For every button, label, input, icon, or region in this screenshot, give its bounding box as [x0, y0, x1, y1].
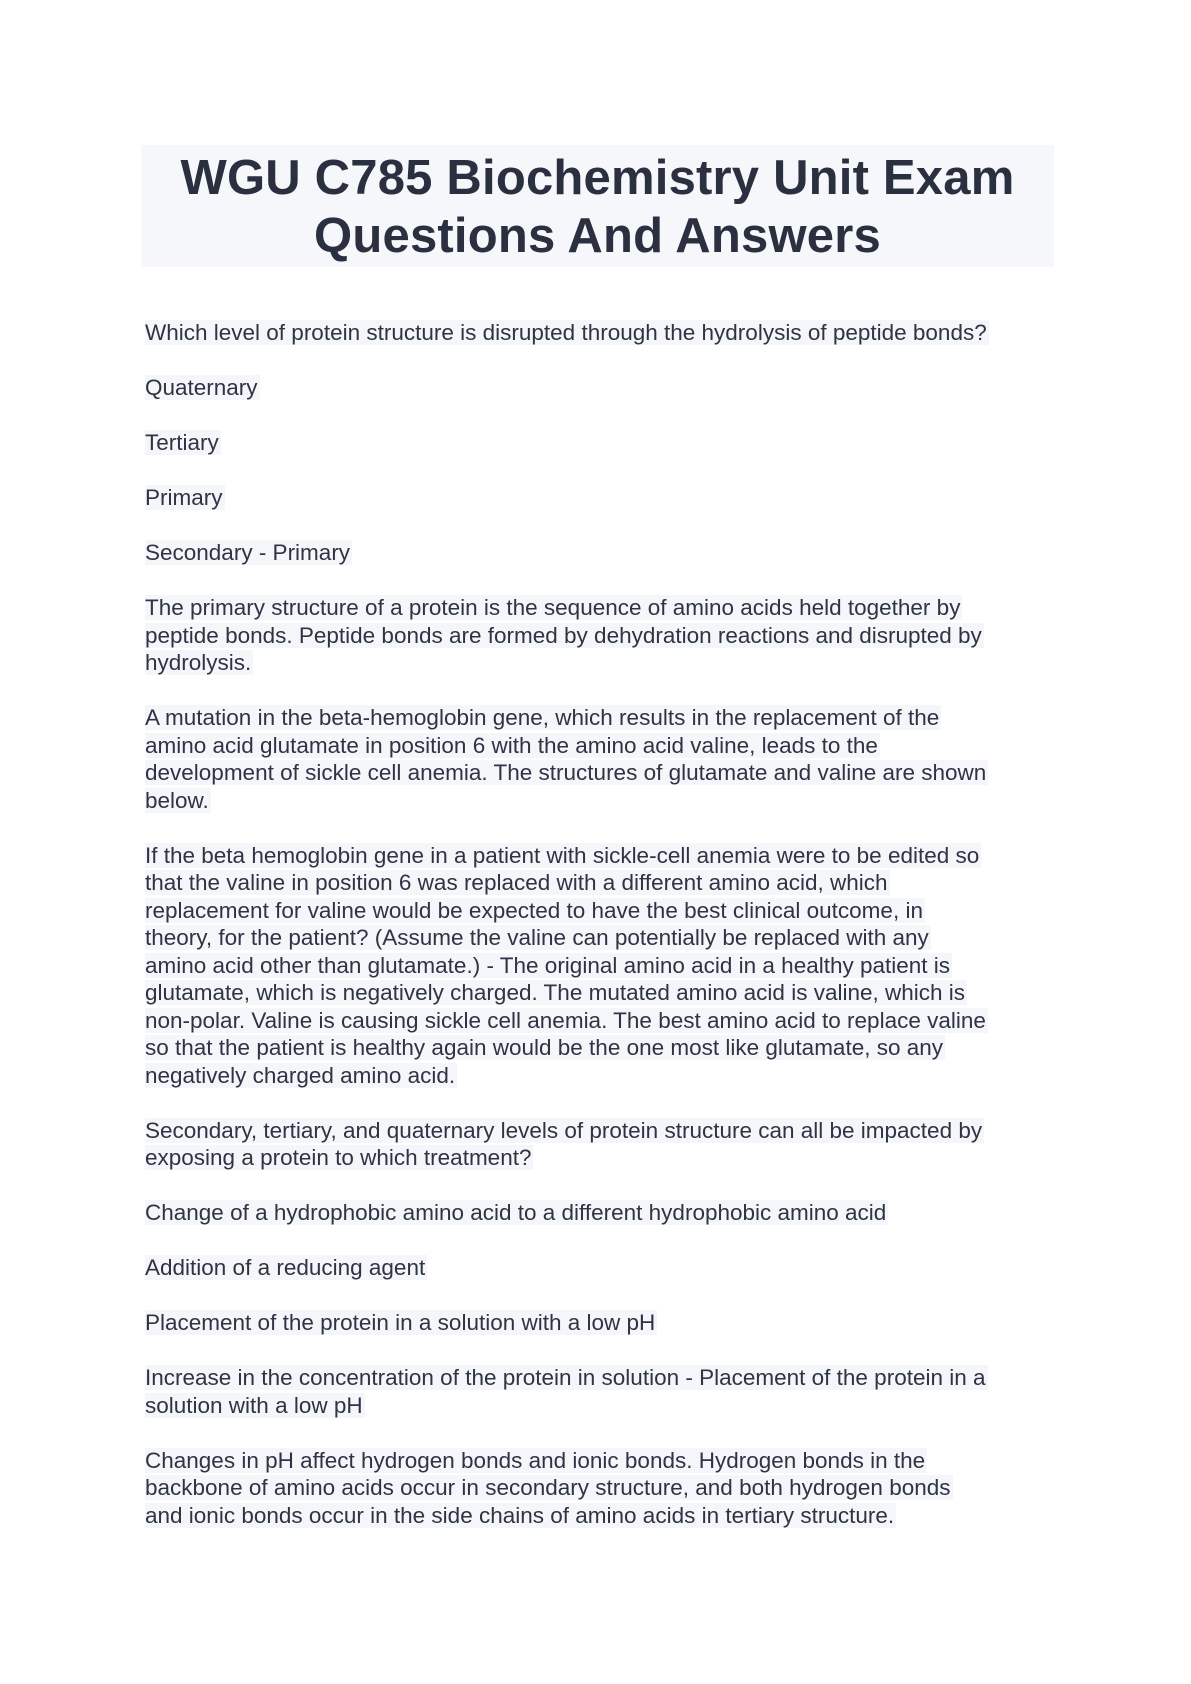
- text-line-content: peptide bonds. Peptide bonds are formed by dehydration reactions and disrupted by: [145, 622, 982, 648]
- text-line: [145, 649, 1057, 677]
- text-line: [145, 897, 1057, 925]
- text-line: [145, 787, 1057, 815]
- text-line: [145, 1007, 1057, 1035]
- paragraph: [145, 1364, 1057, 1419]
- text-line-content: theory, for the patient? (Assume the valine can potentially be replaced with any: [145, 925, 929, 950]
- paragraph: [145, 1117, 1057, 1172]
- paragraph: [145, 842, 1057, 1090]
- text-line: [145, 952, 1057, 980]
- paragraph: [145, 1309, 1057, 1337]
- text-line-content: The primary structure of a protein is the sequence of amino acids held together by: [145, 595, 961, 620]
- text-line-content: negatively charged amino acid.: [145, 1062, 456, 1088]
- document-title: [141, 145, 1054, 267]
- text-line-content: glutamate, which is negatively charged. The mutated amino acid is valine, which is: [145, 980, 966, 1005]
- text-line-content: Change of a hydrophobic amino acid to a different hydrophobic amino acid: [145, 1200, 887, 1225]
- paragraph: [145, 1199, 1057, 1227]
- text-line-content: Increase in the concentration of the protein in solution - Placement of the protein in a: [145, 1365, 986, 1390]
- text-line-content: backbone of amino acids occur in secondary structure, and both hydrogen bonds: [145, 1475, 951, 1500]
- paragraph: [145, 429, 1057, 457]
- text-line: [145, 594, 1057, 622]
- text-line: [145, 622, 1057, 650]
- title-line: Questions And Answers: [314, 209, 881, 263]
- text-line: [145, 539, 1057, 567]
- text-line-content: amino acid glutamate in position 6 with the amino acid valine, leads to the: [145, 732, 878, 758]
- text-line: [145, 979, 1057, 1007]
- paragraph: [145, 539, 1057, 567]
- paragraph: [145, 484, 1057, 512]
- paragraph: [145, 1447, 1057, 1530]
- text-line-content: Which level of protein structure is disrupted through the hydrolysis of peptide bonds?: [145, 320, 987, 345]
- text-line-content: non-polar. Valine is causing sickle cell anemia. The best amino acid to replace valine: [145, 1007, 986, 1033]
- text-line: [145, 924, 1057, 952]
- text-line-content: Primary: [145, 485, 223, 510]
- text-line: [145, 869, 1057, 897]
- text-line-content: development of sickle cell anemia. The structures of glutamate and valine are shown: [145, 760, 987, 785]
- text-line-content: exposing a protein to which treatment?: [145, 1145, 532, 1170]
- text-line-content: and ionic bonds occur in the side chains of amino acids in tertiary structure.: [145, 1502, 895, 1528]
- text-line: [145, 1199, 1057, 1227]
- paragraph: [145, 1254, 1057, 1282]
- text-line: [145, 1447, 1057, 1475]
- text-line: [145, 1144, 1057, 1172]
- text-line: [145, 1364, 1057, 1392]
- text-line: [145, 1117, 1057, 1145]
- text-line-content: A mutation in the beta-hemoglobin gene, which results in the replacement of the: [145, 705, 940, 730]
- text-line-content: so that the patient is healthy again would be the one most like glutamate, so any: [145, 1035, 944, 1060]
- text-line: [145, 842, 1057, 870]
- text-line-content: Quaternary: [145, 375, 258, 400]
- text-line-content: solution with a low pH: [145, 1392, 363, 1418]
- text-line: [145, 1392, 1057, 1420]
- text-line: [145, 1309, 1057, 1337]
- text-line-content: Placement of the protein in a solution with a low pH: [145, 1310, 656, 1335]
- text-line-content: below.: [145, 787, 209, 813]
- text-line-content: Addition of a reducing agent: [145, 1255, 426, 1280]
- paragraph: [145, 374, 1057, 402]
- text-line: [145, 319, 1057, 347]
- text-line: [145, 732, 1057, 760]
- text-line: [145, 1254, 1057, 1282]
- text-line: [145, 1034, 1057, 1062]
- text-line: [145, 374, 1057, 402]
- text-line: [145, 704, 1057, 732]
- text-line-content: If the beta hemoglobin gene in a patient with sickle-cell anemia were to be edited so: [145, 842, 980, 868]
- text-line-content: Secondary, tertiary, and quaternary levels of protein structure can all be impacted by: [145, 1117, 983, 1143]
- text-line-content: hydrolysis.: [145, 650, 252, 675]
- document-body: [145, 319, 1057, 1557]
- title-line: WGU C785 Biochemistry Unit Exam: [180, 151, 1015, 205]
- text-line-content: Tertiary: [145, 430, 219, 455]
- text-line: [145, 759, 1057, 787]
- text-line: [145, 429, 1057, 457]
- text-line-content: replacement for valine would be expected to have the best clinical outcome, in: [145, 897, 923, 923]
- paragraph: [145, 319, 1057, 347]
- paragraph: [145, 594, 1057, 677]
- text-line-content: Changes in pH affect hydrogen bonds and ionic bonds. Hydrogen bonds in the: [145, 1447, 926, 1473]
- text-line-content: Secondary - Primary: [145, 540, 351, 565]
- text-line: [145, 1062, 1057, 1090]
- text-line-content: amino acid other than glutamate.) - The original amino acid in a healthy patient is: [145, 952, 951, 978]
- text-line: [145, 484, 1057, 512]
- text-line-content: that the valine in position 6 was replaced with a different amino acid, which: [145, 870, 888, 895]
- paragraph: [145, 704, 1057, 814]
- text-line: [145, 1474, 1057, 1502]
- text-line: [145, 1502, 1057, 1530]
